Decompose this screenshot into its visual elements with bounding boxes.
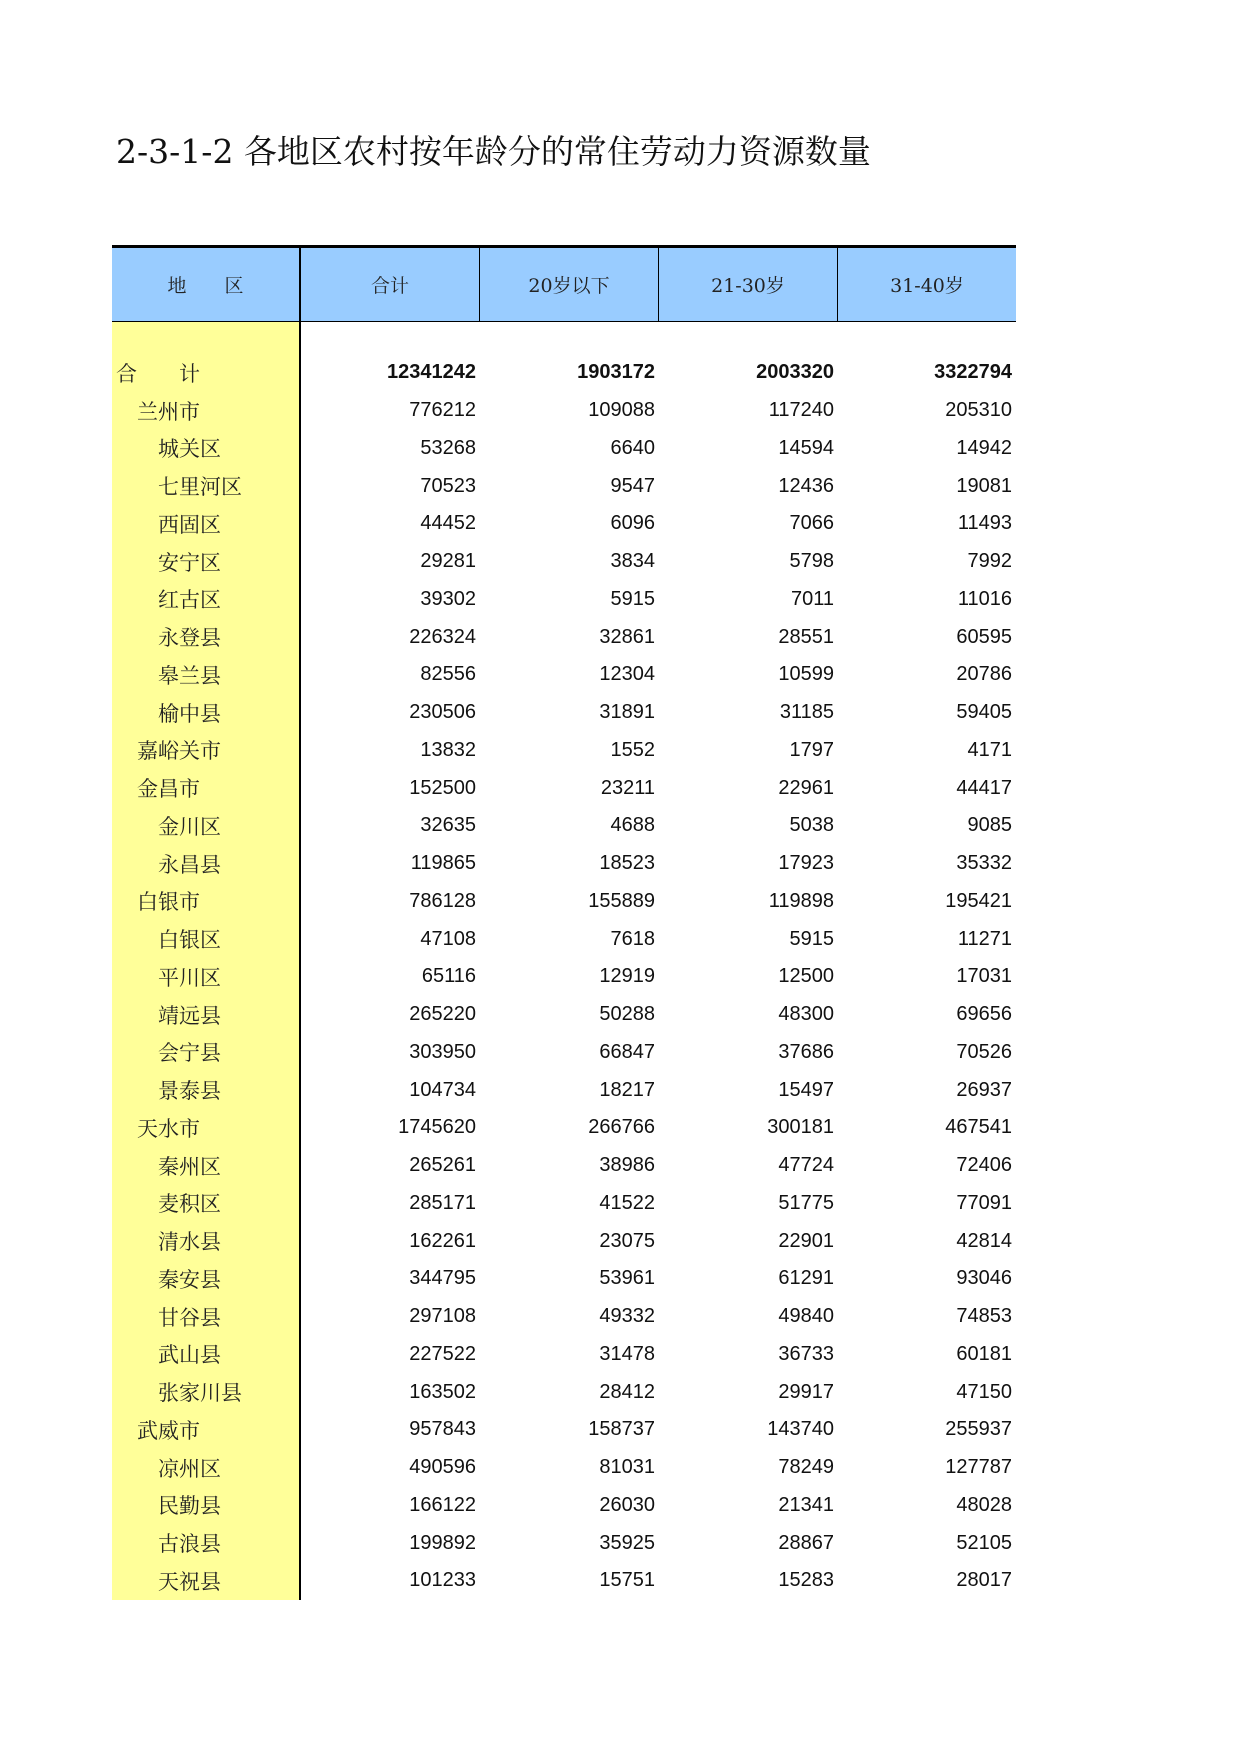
table-row	[112, 996, 1016, 1034]
age-31-40-value: 28017	[956, 1569, 1012, 1592]
under-20-value: 7618	[610, 927, 655, 950]
age-31-40-value: 60181	[956, 1342, 1012, 1365]
age-21-30-value: 7011	[790, 587, 834, 610]
total-value: 13832	[420, 738, 476, 761]
under-20-value: 6640	[610, 436, 655, 459]
under-20-value: 155889	[588, 889, 655, 912]
age-21-30-value: 48300	[778, 1003, 834, 1026]
region-name: 景泰县	[158, 1079, 221, 1104]
region-name: 永昌县	[158, 852, 221, 877]
age-31-40-value: 4171	[967, 738, 1012, 761]
age-21-30-value: 119898	[768, 889, 834, 912]
age-21-30-value: 14594	[778, 436, 834, 459]
table-row	[112, 1071, 1016, 1109]
age-31-40-value: 47150	[956, 1380, 1012, 1403]
under-20-value: 32861	[599, 625, 655, 648]
table-row	[112, 732, 1016, 770]
region-name: 平川区	[158, 965, 221, 990]
region-name: 白银市	[137, 890, 200, 915]
total-value: 119865	[410, 852, 476, 875]
region-name: 麦积区	[158, 1192, 221, 1217]
age-31-40-value: 48028	[956, 1493, 1012, 1516]
age-31-40-value: 44417	[956, 776, 1012, 799]
table-row	[112, 392, 1016, 430]
age-21-30-value: 28867	[778, 1531, 834, 1554]
age-21-30-value: 17923	[778, 852, 834, 875]
age-21-30-value: 143740	[767, 1418, 834, 1441]
age-31-40-value: 3322794	[934, 361, 1012, 384]
age-31-40-value: 26937	[956, 1078, 1012, 1101]
age-31-40-value: 19081	[956, 474, 1012, 497]
total-value: 227522	[409, 1342, 476, 1365]
table-row	[112, 958, 1016, 996]
age-21-30-value: 1797	[789, 738, 834, 761]
age-31-40-value: 14942	[956, 436, 1012, 459]
age-31-40-value: 20786	[956, 663, 1012, 686]
region-name: 武山县	[158, 1343, 221, 1368]
region-name: 西固区	[158, 512, 221, 537]
age-31-40-value: 74853	[956, 1305, 1012, 1328]
total-value: 70523	[420, 474, 476, 497]
table-row	[112, 694, 1016, 732]
age-31-40-value: 59405	[956, 701, 1012, 724]
total-value: 53268	[420, 436, 476, 459]
under-20-value: 15751	[599, 1569, 655, 1592]
region-name: 古浪县	[158, 1532, 221, 1557]
age-21-30-value: 22901	[778, 1229, 834, 1252]
region-name: 天祝县	[158, 1569, 221, 1594]
age-21-30-value: 22961	[778, 776, 834, 799]
table-row	[112, 1147, 1016, 1185]
age-31-40-value: 127787	[945, 1456, 1012, 1479]
age-31-40-value: 195421	[945, 889, 1012, 912]
under-20-value: 49332	[599, 1305, 655, 1328]
table-row	[112, 1524, 1016, 1562]
total-value: 226324	[409, 625, 476, 648]
under-20-value: 1552	[610, 738, 655, 761]
age-21-30-value: 10599	[778, 663, 834, 686]
under-20-value: 158737	[588, 1418, 655, 1441]
under-20-value: 81031	[599, 1456, 655, 1479]
total-value: 285171	[409, 1191, 476, 1214]
age-31-40-value: 72406	[956, 1154, 1012, 1177]
total-value: 82556	[420, 663, 476, 686]
table-row	[112, 845, 1016, 883]
age-21-30-value: 117240	[768, 399, 834, 422]
under-20-value: 109088	[588, 399, 655, 422]
age-31-40-value: 69656	[956, 1003, 1012, 1026]
header-under-20: 20岁以下	[480, 248, 659, 321]
table-row	[112, 1222, 1016, 1260]
under-20-value: 35925	[599, 1531, 655, 1554]
age-21-30-value: 47724	[778, 1154, 834, 1177]
total-value: 265261	[409, 1154, 476, 1177]
region-name: 红古区	[158, 588, 221, 613]
under-20-value: 3834	[610, 550, 655, 573]
table-row	[112, 1373, 1016, 1411]
age-31-40-value: 93046	[956, 1267, 1012, 1290]
region-name: 甘谷县	[158, 1305, 221, 1330]
table-row	[112, 1109, 1016, 1147]
under-20-value: 6096	[610, 512, 655, 535]
age-21-30-value: 300181	[767, 1116, 834, 1139]
region-name: 永登县	[158, 626, 221, 651]
total-value: 199892	[409, 1531, 476, 1554]
total-value: 44452	[420, 512, 476, 535]
table-rows	[112, 354, 1016, 1600]
total-value: 163502	[409, 1380, 476, 1403]
total-value: 957843	[409, 1418, 476, 1441]
age-31-40-value: 60595	[956, 625, 1012, 648]
region-name: 安宁区	[158, 550, 221, 575]
table-row	[112, 1411, 1016, 1449]
region-name: 天水市	[137, 1116, 200, 1141]
region-name: 清水县	[158, 1230, 221, 1255]
region-name: 秦州区	[158, 1154, 221, 1179]
age-21-30-value: 2003320	[756, 361, 834, 384]
total-value: 32635	[420, 814, 476, 837]
under-20-value: 38986	[599, 1154, 655, 1177]
total-value: 344795	[409, 1267, 476, 1290]
region-name: 秦安县	[158, 1267, 221, 1292]
total-value: 303950	[409, 1040, 476, 1063]
total-value: 297108	[409, 1305, 476, 1328]
region-name: 金昌市	[137, 777, 200, 802]
age-21-30-value: 31185	[779, 701, 834, 724]
table-row	[112, 807, 1016, 845]
total-value: 104734	[409, 1078, 476, 1101]
total-value: 47108	[420, 927, 476, 950]
region-name: 嘉峪关市	[137, 739, 221, 764]
age-31-40-value: 11016	[957, 587, 1012, 610]
total-value: 12341242	[387, 361, 476, 384]
region-name: 民勤县	[158, 1494, 221, 1519]
table-row	[112, 581, 1016, 619]
under-20-value: 31891	[599, 701, 655, 724]
age-31-40-value: 77091	[956, 1191, 1012, 1214]
age-21-30-value: 7066	[789, 512, 834, 535]
under-20-value: 23075	[599, 1229, 655, 1252]
region-name: 合 计	[116, 361, 200, 386]
table-row	[112, 920, 1016, 958]
age-21-30-value: 36733	[778, 1342, 834, 1365]
age-21-30-value: 12436	[778, 474, 834, 497]
total-value: 152500	[409, 776, 476, 799]
table-row	[112, 467, 1016, 505]
under-20-value: 1903172	[577, 361, 655, 384]
region-name: 皋兰县	[158, 663, 221, 688]
table-row	[112, 1336, 1016, 1374]
age-21-30-value: 21341	[778, 1493, 834, 1516]
table-row	[112, 1298, 1016, 1336]
under-20-value: 4688	[610, 814, 655, 837]
under-20-value: 5915	[610, 587, 655, 610]
total-value: 265220	[409, 1003, 476, 1026]
total-value: 29281	[420, 550, 476, 573]
table-row	[112, 543, 1016, 581]
header-31-40: 31-40岁	[890, 275, 964, 297]
header-total: 合计	[301, 248, 480, 321]
age-31-40-value: 467541	[945, 1116, 1012, 1139]
under-20-value: 53961	[599, 1267, 655, 1290]
age-21-30-value: 28551	[778, 625, 834, 648]
under-20-value: 50288	[599, 1003, 655, 1026]
age-31-40-value: 7992	[967, 550, 1012, 573]
age-21-30-value: 5798	[789, 550, 834, 573]
under-20-value: 31478	[599, 1342, 655, 1365]
under-20-value: 41522	[599, 1191, 655, 1214]
table-row	[112, 618, 1016, 656]
age-31-40-value: 11271	[957, 927, 1012, 950]
total-value: 490596	[409, 1456, 476, 1479]
age-21-30-value: 29917	[778, 1380, 834, 1403]
table-row	[112, 1487, 1016, 1525]
table-row	[112, 769, 1016, 807]
table-row	[112, 1185, 1016, 1223]
age-21-30-value: 15497	[778, 1078, 834, 1101]
region-name: 白银区	[158, 928, 221, 953]
age-21-30-value: 78249	[778, 1456, 834, 1479]
age-21-30-value: 61291	[778, 1267, 834, 1290]
total-value: 101233	[409, 1569, 476, 1592]
under-20-value: 18217	[599, 1078, 655, 1101]
under-20-value: 266766	[588, 1116, 655, 1139]
age-21-30-value: 5915	[789, 927, 834, 950]
header-region: 地 区	[112, 248, 301, 321]
age-21-30-value: 37686	[778, 1040, 834, 1063]
region-name: 兰州市	[137, 399, 200, 424]
age-31-40-value: 205310	[945, 399, 1012, 422]
region-name: 城关区	[158, 437, 221, 462]
region-name: 靖远县	[158, 1003, 221, 1028]
age-31-40-value: 255937	[945, 1418, 1012, 1441]
age-31-40-value: 35332	[956, 852, 1012, 875]
under-20-value: 9547	[610, 474, 655, 497]
age-21-30-value: 5038	[789, 814, 834, 837]
total-value: 39302	[420, 587, 476, 610]
table-row	[112, 1562, 1016, 1600]
age-31-40-value: 52105	[956, 1531, 1012, 1554]
table-row	[112, 883, 1016, 921]
header-21-30: 21-30岁	[659, 248, 838, 321]
table-row	[112, 430, 1016, 468]
table-row	[112, 354, 1016, 392]
region-name: 张家川县	[158, 1381, 242, 1406]
under-20-value: 18523	[599, 852, 655, 875]
table-header	[112, 245, 1016, 322]
age-21-30-value: 12500	[778, 965, 834, 988]
age-31-40-value: 9085	[967, 814, 1012, 837]
table-row	[112, 505, 1016, 543]
table-row	[112, 1260, 1016, 1298]
table-row	[112, 1449, 1016, 1487]
total-value: 166122	[409, 1493, 476, 1516]
under-20-value: 28412	[599, 1380, 655, 1403]
table-body	[112, 322, 1016, 1600]
age-21-30-value: 51775	[778, 1191, 834, 1214]
page-title: 2-3-1-2 各地区农村按年龄分的常住劳动力资源数量	[116, 132, 871, 171]
data-table	[112, 245, 1016, 1600]
region-name: 凉州区	[158, 1456, 221, 1481]
age-31-40-value: 70526	[956, 1040, 1012, 1063]
total-value: 776212	[409, 399, 476, 422]
table-row	[112, 656, 1016, 694]
age-21-30-value: 49840	[778, 1305, 834, 1328]
total-value: 162261	[409, 1229, 476, 1252]
region-name: 金川区	[158, 814, 221, 839]
region-name: 武威市	[137, 1418, 200, 1443]
region-name: 七里河区	[158, 475, 242, 500]
total-value: 230506	[409, 701, 476, 724]
under-20-value: 66847	[599, 1040, 655, 1063]
total-value: 1745620	[398, 1116, 476, 1139]
age-31-40-value: 17031	[956, 965, 1012, 988]
age-31-40-value: 42814	[956, 1229, 1012, 1252]
under-20-value: 26030	[599, 1493, 655, 1516]
region-name: 会宁县	[158, 1041, 221, 1066]
age-31-40-value: 11493	[957, 512, 1012, 535]
region-name: 榆中县	[158, 701, 221, 726]
age-21-30-value: 15283	[778, 1569, 834, 1592]
total-value: 65116	[421, 965, 476, 988]
total-value: 786128	[409, 889, 476, 912]
under-20-value: 12304	[599, 663, 655, 686]
under-20-value: 12919	[599, 965, 655, 988]
table-row	[112, 1034, 1016, 1072]
under-20-value: 23211	[600, 776, 655, 799]
